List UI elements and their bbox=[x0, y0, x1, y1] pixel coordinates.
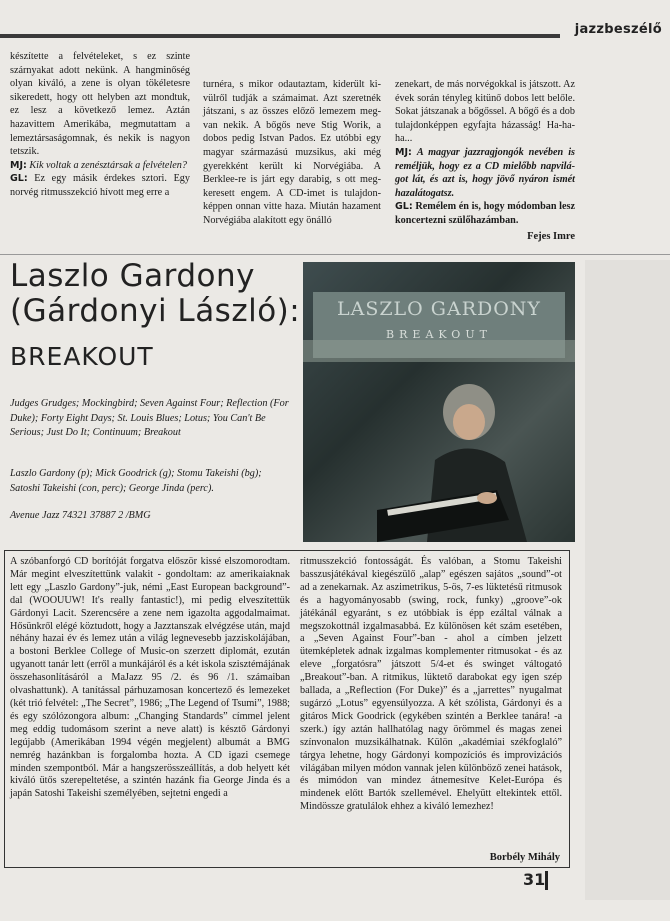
cover-stripe bbox=[303, 340, 575, 362]
track-list: Judges Grudges; Mockingbird; Seven Against Four; Reflection (For Duke); Forty Eight Days; St. Louis Blues; Lotus; You Can't Be Serious; Just Do It; Continuum; Breakout bbox=[10, 398, 289, 438]
interview-column-3 bbox=[395, 78, 575, 243]
page-number-bar bbox=[545, 871, 548, 890]
review-body-left: A szóbanforgó CD borítóját forgatva először kissé elszomorodtam. Már megint elveszítettünk valakit - gondoltam: az amerikaiaknak lett egy „Laszlo Gardony”-juk, némi „East European background”-dal (WOOUUW! It's really fantastic!), mi pedig elveszítettük Gárdonyi Lacit. Szerencsére a zene nem igazolta aggodalmaimat. Hősünkről elégé köztudott, hogy a Jazztanszak elvégzése után, majd néhány hazai év és lemez után a világ legnevesebb jazziskolájában, a bostoni Berklee College of Music-on szerzett diplomát, ezután ugyanott tanár lett (erről a munkájáról és a két iskola szisztémájának összehasonlításáról a MaJazz 95 /2. és 96 /1. számaiban olvashattunk). A tanítással párhuzamosan koncertező és lemezeket (két trió felvétel: „The Secret”, 1986; „The Legend of Tsumi”, 1988; és egy szólózongora album: „Changing Standards” címmel jelent meg eddig tudomásom szerint a neve alatt) is késztő Gárdonyi legújabb (Amerikában 1994 végén megjelent) albumát a BMG nemrég hazánkban is forgalomba hozta. A CD igazi csemege minden szempontból. Már a hangszerösszeállítás, a dob helyett két kiváló ütős szerepeltetése, a szintén hazánk fia George Jinda és a japán Satoshi Takeishi személyében, sejtetni engedi a bbox=[10, 556, 290, 800]
record-label-info: Avenue Jazz 74321 37887 2 /BMG bbox=[10, 510, 151, 521]
header-rule bbox=[0, 34, 560, 38]
answer-text: Remélem én is, hogy módomban lesz koncertezni szülőhazámban. bbox=[395, 201, 576, 226]
speaker-label: GL: bbox=[10, 173, 28, 185]
answer-text: Ez egy másik érdekes sztori. Egy norvég ritmusszekció hívott meg erre a bbox=[10, 173, 190, 198]
interview-signature: Fejes Imre bbox=[527, 230, 575, 242]
interview-column-2 bbox=[203, 78, 381, 228]
interview-paragraph: zenekart, de más norvégokkal is játszott. Az évek során tényleg kitünő dobos lett belőle. Sokat játszanak a bőgőssel. A bőgő és a dob tulajdonképpen egyfajta házasság! Ha-ha-ha... bbox=[395, 79, 575, 145]
musician-list: Laszlo Gardony (p); Mick Goodrick (g); Stomu Takeishi (bg); Satoshi Takeishi (con, perc); George Jinda (perc). bbox=[10, 468, 262, 494]
question-text: A magyar jazzragjongók nevében is reméljük, hogy ez a CD mielőbb napvilágot lát, és azt is, hogy jövő nyáron ismét hazalátogatsz. bbox=[395, 146, 576, 199]
review-title-artist: Laszlo Gardony bbox=[10, 258, 255, 294]
album-cover-image bbox=[303, 262, 575, 542]
pianist-photo-icon bbox=[377, 370, 557, 542]
section-divider bbox=[0, 254, 670, 255]
speaker-label: MJ: bbox=[395, 146, 412, 158]
speaker-label: MJ: bbox=[10, 159, 27, 171]
review-body-right: ritmusszekció fontosságát. És valóban, a Stomu Takeishi basszusjátékával kiegészülő „alap” egészen sajátos „sound”-ot ad a zenekarnak. Az aszimetrikus, 5-ös, 7-es lüktetésű ritmusok és a hagyományosabb (swing, rock, funky) „groove”-ok játékánál egyaránt, s ez utóbbiak is épp ezáltal válnak a megszokottnál izgalmasabbá. Ez különösen két szám esetében, a „Seven Against Four”-ban - ahol a címben jelzett ütemképletek adnak izgalmas komplementer ritmusokat - és az eleve „forgatósra” játszott 5/4-et és swinget váltogató „Breakout”-ban. A ritmikus, lüktető darabokat egy igen szép ballada, a „Reflection (For Duke)” és a „jarrettes” nyugalmat sugárzó „Lotus” egyensúlyozza. A két szólista, Gárdonyi és a gitáros Mick Goodrick (egykében szintén a Berklee tanára! -a szerk.) így aztán hallhatólag nagy örömmel és magas zenei színvonalon muzsikálhatnak. Külön „akadémiai székfoglaló” tárgya lehetne, hogy Gárdonyi kompozíciós és improvizációs világában milyen módon vannak jelen különböző zenei hatások, és mimódon van mindez átnemesítve Kelet-Európa és mindenek előtt Bartók szellemével. Ehelyütt eltekintek ettől. Mindössze gratulálok ehhez a kiváló lemezhez! bbox=[300, 556, 562, 813]
cover-subtitle: BREAKOUT bbox=[386, 328, 492, 341]
interview-column-1 bbox=[10, 50, 190, 200]
review-signature: Borbély Mihály bbox=[489, 852, 560, 863]
interview-paragraph: turnéra, s mikor odautaztam, kiderült kivülről tudják a számaimat. Azt szeretnék játszani, s az összes előző lemezem megvan nekik. A bőgős neve Stig Worik, a dobos pedig Istvan Pados. Ez utóbbi egy magyar származású muzsikus, aki még gyerekként került ki Norvégiába. A Berklee-re is járt egy darabig, s ott megkeresett engem. A CD-imet is tulajdonképpen onnan vitte haza. Miután hazament Norvégiába alakított egy önálló bbox=[203, 79, 381, 226]
cover-title: LASZLO GARDONY bbox=[337, 298, 541, 320]
page-number: 31 bbox=[523, 870, 546, 889]
page-edge-shadow bbox=[585, 260, 670, 900]
section-title: jazzbeszélő bbox=[574, 22, 662, 37]
question-text: Kik voltak a zenésztársak a felvételen? bbox=[29, 159, 187, 171]
page-header bbox=[0, 0, 670, 55]
speaker-label: GL: bbox=[395, 201, 413, 213]
interview-paragraph: készítette a felvételeket, s ez szinte szárnyakat adott nekünk. A hangminőség olyan kiváló, a zene is olyan tökéletesre sikeredett, hogy ott helyben azt mondtuk, ez lesz a következő lemez. Aztán hazavittem Amerikába, megmutattam a lemeztársaságomnak, és nekik is nagyon tetszik. bbox=[10, 51, 190, 158]
review-title-hungarian-name: (Gárdonyi László): bbox=[10, 293, 301, 329]
review-title-album: BREAKOUT bbox=[10, 342, 154, 371]
